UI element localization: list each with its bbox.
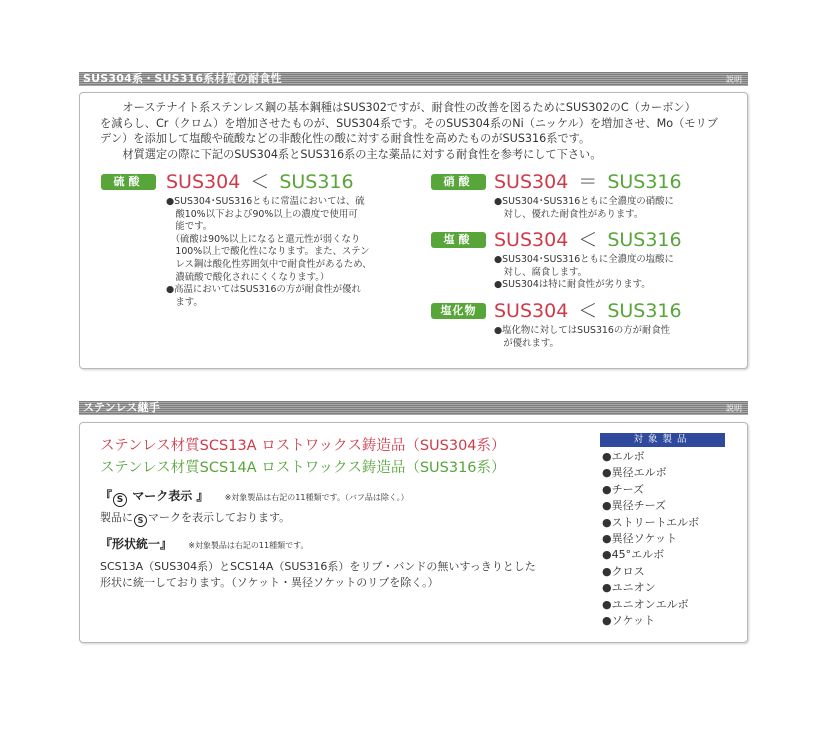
comparison-operator: ＜ bbox=[250, 171, 270, 193]
note-line: が優れます。 bbox=[494, 337, 559, 349]
s-mark-title: マーク表示 bbox=[132, 489, 193, 503]
tag-nitric-acid: 硝酸 bbox=[431, 174, 486, 190]
comparison-operator: ＜ bbox=[578, 229, 598, 251]
product-item: ●エルボ bbox=[602, 450, 645, 463]
bracket-open: 『 bbox=[100, 489, 113, 503]
product-item: ●ユニオンエルボ bbox=[602, 597, 689, 611]
note-line: ●SUS304は特に耐食性が劣ります。 bbox=[494, 279, 651, 291]
s-mark-text bbox=[100, 510, 290, 527]
bracket-close: 』 bbox=[192, 489, 209, 503]
note-line: レス鋼は酸化性雰囲気中で耐食性があるため、 bbox=[166, 258, 372, 270]
note-line: ます。 bbox=[166, 296, 203, 308]
s-mark-text-post: マークを表示しております。 bbox=[148, 511, 291, 524]
product-item: ●ユニオン bbox=[602, 581, 656, 595]
product-item: ●異径ソケット bbox=[602, 532, 677, 546]
s-mark-heading bbox=[100, 487, 409, 507]
comparison-operator: ＜ bbox=[578, 300, 598, 322]
material-right: SUS316 bbox=[279, 171, 354, 193]
material-left: SUS304 bbox=[494, 171, 569, 193]
intro-line: オーステナイト系ステンレス鋼の基本鋼種はSUS302ですが、耐食性の改善を図るためにSUS302のC（カーボン） bbox=[100, 101, 696, 114]
section-title: ステンレス継手 bbox=[83, 401, 161, 414]
comparison-nitric bbox=[494, 171, 682, 193]
bracket-close: 』 bbox=[160, 537, 173, 551]
material-left: SUS304 bbox=[494, 229, 569, 251]
tag-sulfuric-acid: 硫酸 bbox=[101, 174, 156, 190]
material-left: SUS304 bbox=[166, 171, 241, 193]
note-line: 酸10%以下および90%以上の濃度で使用可 bbox=[166, 208, 358, 220]
section-label-right: 説明 bbox=[726, 404, 742, 413]
note-line: ●SUS304･SUS316ともに全濃度の塩酸に bbox=[494, 254, 674, 265]
note-line: ●高温においてはSUS316の方が耐食性が優れ bbox=[166, 284, 361, 296]
note-line: 能です。 bbox=[166, 221, 213, 233]
notes-sulfuric bbox=[166, 196, 372, 309]
intro-paragraph bbox=[100, 100, 736, 162]
note-line: ●塩化物に対してはSUS316の方が耐食性 bbox=[494, 325, 671, 336]
material-left: SUS304 bbox=[494, 300, 569, 322]
bracket-open: 『 bbox=[100, 537, 113, 551]
section-header-fittings bbox=[79, 401, 748, 415]
note-line: 対し、腐食します。 bbox=[494, 266, 587, 278]
material-line-scs13a: ステンレス材質SCS13A ロストワックス鋳造品（SUS304系） bbox=[100, 438, 506, 454]
shape-text bbox=[100, 559, 536, 591]
product-item: ●45°エルボ bbox=[602, 548, 665, 562]
intro-line: を減らし、Cr（クロム）を増加させたものが、SUS304系です。そのSUS304系のNi（ニッケル）を増加させ、Mo（モリブ bbox=[100, 116, 718, 130]
comparison-hydrochloric bbox=[494, 229, 682, 251]
material-line-scs14a: ステンレス材質SCS14A ロストワックス鋳造品（SUS316系） bbox=[100, 460, 506, 476]
comparison-chloride bbox=[494, 300, 682, 322]
product-item: ●ストリートエルボ bbox=[602, 515, 700, 529]
shape-text-line: 形状に統一しております。（ソケット・異径ソケットのリブを除く。） bbox=[100, 576, 439, 589]
product-item: ●異径チーズ bbox=[602, 499, 667, 513]
section-header-corrosion bbox=[79, 72, 748, 86]
shape-heading bbox=[100, 535, 308, 552]
s-mark-note: ※対象製品は右記の11種類です。（バフ品は除く。） bbox=[224, 493, 409, 502]
shape-note: ※対象製品は右記の11種類です。 bbox=[188, 541, 309, 550]
notes-hydrochloric bbox=[494, 254, 674, 292]
s-mark-text-pre: 製品に bbox=[100, 511, 133, 524]
note-line: 濃硫酸で酸化されにくくなります。） bbox=[166, 271, 330, 283]
tag-chloride: 塩化物 bbox=[431, 303, 486, 319]
note-line: 100%以上で酸化性になります。また、ステン bbox=[166, 246, 370, 258]
shape-title: 形状統一 bbox=[112, 537, 161, 551]
note-line: （硫酸は90%以上になると還元性が弱くなり bbox=[166, 233, 361, 245]
intro-line: 材質選定の際に下記のSUS304系とSUS316系の主な薬品に対する耐食性を参考にして下さい。 bbox=[100, 147, 602, 161]
intro-line: デン）を添加して塩酸や硫酸などの非酸化性の酸に対する耐食性を高めたものがSUS316系です。 bbox=[100, 132, 591, 145]
tag-hydrochloric-acid: 塩酸 bbox=[431, 232, 486, 248]
note-line: ●SUS304･SUS316ともに全濃度の硝酸に bbox=[494, 196, 674, 207]
s-mark-inline-icon: S bbox=[134, 514, 147, 527]
comparison-operator: ＝ bbox=[578, 171, 598, 193]
product-item: ●チーズ bbox=[602, 482, 645, 496]
product-item: ●クロス bbox=[602, 564, 645, 578]
s-mark-icon: S bbox=[113, 493, 127, 507]
notes-chloride bbox=[494, 325, 670, 350]
section-title: SUS304系・SUS316系材質の耐食性 bbox=[83, 72, 282, 85]
product-item: ●ソケット bbox=[602, 614, 655, 628]
material-right: SUS316 bbox=[607, 300, 682, 322]
material-right: SUS316 bbox=[607, 229, 682, 251]
note-line: 対し、優れた耐食性があります。 bbox=[494, 208, 644, 220]
notes-nitric bbox=[494, 196, 674, 221]
products-list bbox=[602, 449, 699, 629]
product-item: ●異径エルボ bbox=[602, 466, 667, 480]
section-label-right: 説明 bbox=[726, 75, 742, 84]
comparison-sulfuric bbox=[166, 171, 354, 193]
material-right: SUS316 bbox=[607, 171, 682, 193]
note-line: ●SUS304･SUS316ともに常温においては、硫 bbox=[166, 196, 365, 207]
products-title: 対象製品 bbox=[600, 433, 725, 447]
shape-text-line: SCS13A（SUS304系）とSCS14A（SUS316系）をリブ・バンドの無いすっきりとした bbox=[100, 560, 536, 573]
